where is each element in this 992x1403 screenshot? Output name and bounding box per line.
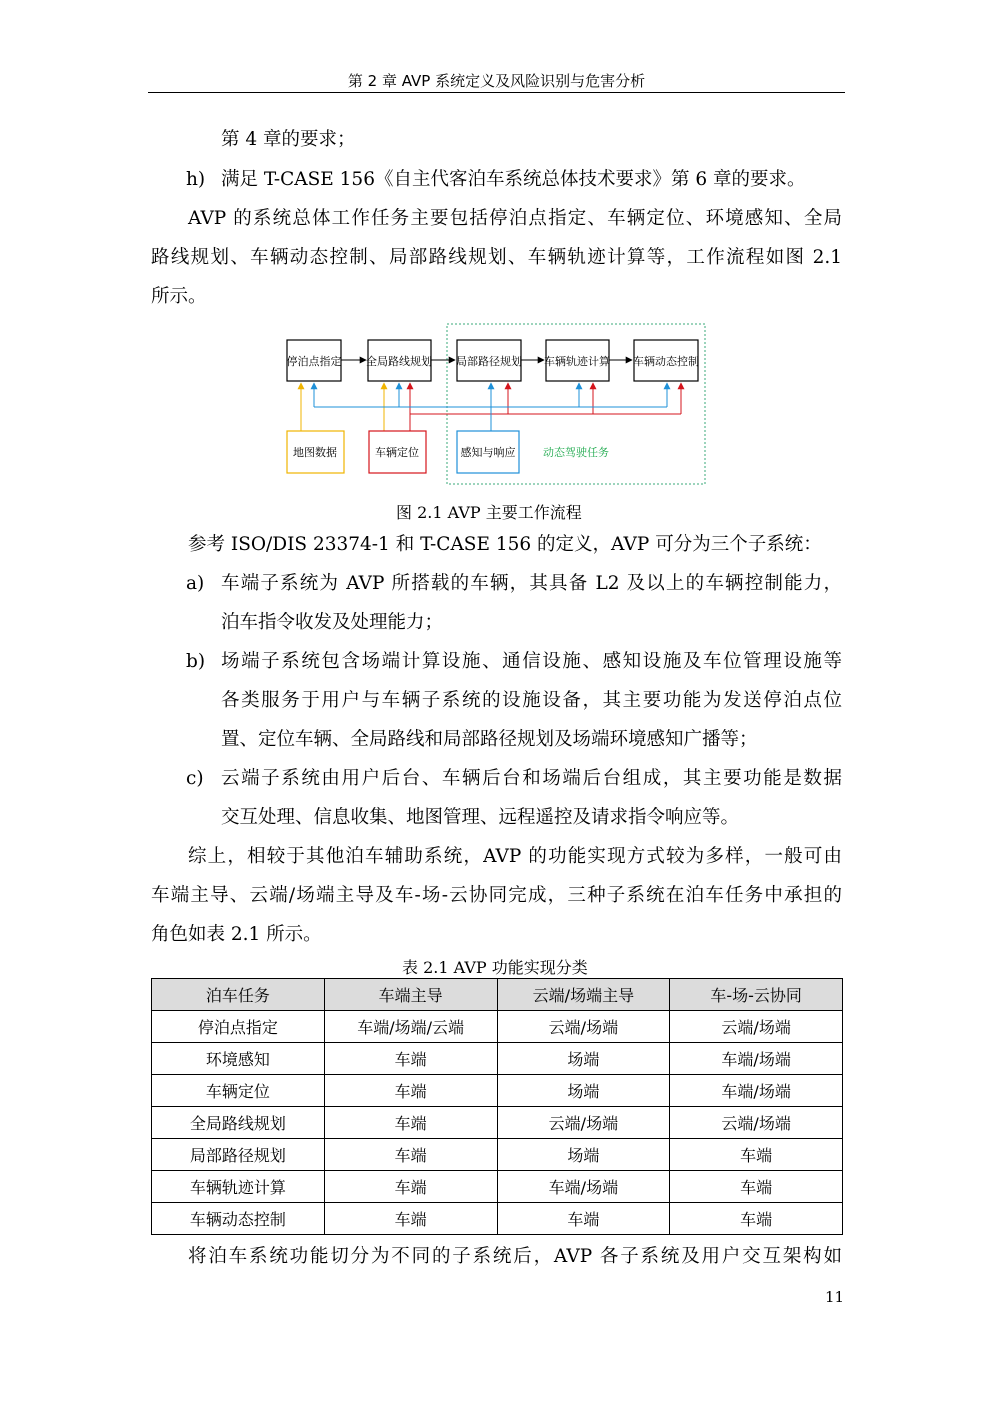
page-number: 11 [825,1288,845,1306]
para-continuation: 第 4 章的要求； [221,129,356,150]
table-cell: 车端/场端 [670,1075,843,1107]
table-cell: 全局路线规划 [152,1107,325,1139]
para-overview-line1: AVP 的系统总体工作任务主要包括停泊点指定、车辆定位、环境感知、全局 [188,208,842,229]
input-box-locate [369,431,426,473]
table-cell: 云端/场端 [497,1107,670,1139]
sensing-links [314,383,667,431]
process-box-4 [544,340,610,381]
table-cell: 云端/场端 [497,1011,670,1043]
table-header-cell: 云端/场端主导 [497,979,670,1011]
table-cell: 车辆定位 [152,1075,325,1107]
process-label-5: 车辆动态控制 [633,355,699,368]
table-cell: 车端/场端 [670,1043,843,1075]
running-header: 第 2 章 AVP 系统定义及风险识别与危害分析 [347,72,646,90]
table-caption: 表 2.1 AVP 功能实现分类 [402,958,588,977]
table-cell: 车端 [324,1043,497,1075]
table-cell: 车端 [324,1107,497,1139]
table-cell: 车辆动态控制 [152,1203,325,1235]
list-label-b: b) [186,651,206,672]
list-label-c: c) [186,768,204,789]
table-row [152,1107,843,1139]
process-box-1 [287,340,342,381]
table-cell: 停泊点指定 [152,1011,325,1043]
process-box-2 [366,340,432,381]
table-cell: 车端 [497,1203,670,1235]
para-subsystems-intro: 参考 ISO/DIS 23374-1 和 T-CASE 156 的定义，AVP 可分为三个子系统： [188,534,822,555]
table-cell: 车端 [324,1203,497,1235]
para-overview-line3: 所示。 [151,286,207,307]
table-cell: 车辆轨迹计算 [152,1171,325,1203]
input-box-map [287,431,344,473]
table-cell: 环境感知 [152,1043,325,1075]
input-label-sense: 感知与响应 [460,446,516,459]
table-cell: 车端 [324,1171,497,1203]
table-cell: 场端 [497,1075,670,1107]
list-label-h: h) [186,169,206,190]
table-cell: 场端 [497,1043,670,1075]
workflow-diagram [280,320,710,490]
input-label-map: 地图数据 [293,446,337,459]
table-header-cell: 车端主导 [324,979,497,1011]
process-box-3 [456,340,522,381]
process-label-4: 车辆轨迹计算 [544,355,610,368]
list-label-a: a) [186,573,205,594]
list-item-h: 满足 T-CASE 156《自主代客泊车系统总体技术要求》第 6 章的要求。 [221,169,806,190]
table-row [152,1075,843,1107]
figure-caption: 图 2.1 AVP 主要工作流程 [396,503,582,522]
list-item-b-line1: 场端子系统包含场端计算设施、通信设施、感知设施及车位管理设施等 [221,651,842,672]
table-cell: 车端 [670,1139,843,1171]
list-item-a-line1: 车端子系统为 AVP 所搭载的车辆，其具备 L2 及以上的车辆控制能力， [221,573,842,594]
input-box-sense [457,431,519,473]
table-cell: 云端/场端 [670,1107,843,1139]
table-cell: 车端 [324,1139,497,1171]
table-header-cell: 车-场-云协同 [670,979,843,1011]
process-box-5 [633,340,699,381]
para-summary-line1: 综上，相较于其他泊车辅助系统，AVP 的功能实现方式较为多样，一般可由 [188,846,842,867]
table-cell: 云端/场端 [670,1011,843,1043]
list-item-b-line2: 各类服务于用户与车辆子系统的设施设备，其主要功能为发送停泊点位 [221,690,842,711]
list-item-c-line2: 交互处理、信息收集、地图管理、远程遥控及请求指令响应等。 [221,807,740,828]
para-summary-line2: 车端主导、云端/场端主导及车-场-云协同完成，三种子系统在泊车任务中承担的 [151,885,842,906]
process-label-2: 全局路线规划 [366,355,432,368]
header-rule [148,92,845,93]
table-row [152,1203,843,1235]
table-cell: 车端 [670,1203,843,1235]
table-cell: 车端 [324,1075,497,1107]
table-row [152,1011,843,1043]
para-overview-line2: 路线规划、车辆动态控制、局部路线规划、车辆轨迹计算等，工作流程如图 2.1 [151,247,842,268]
para-summary-line3: 角色如表 2.1 所示。 [151,924,322,945]
table-header-cell: 泊车任务 [152,979,325,1011]
input-label-locate: 车辆定位 [375,446,419,459]
list-item-c-line1: 云端子系统由用户后台、车辆后台和场端后台组成，其主要功能是数据 [221,768,842,789]
dynamic-task-label: 动态驾驶任务 [543,446,609,459]
table-cell: 车端 [670,1171,843,1203]
list-item-a-line2: 泊车指令收发及处理能力； [221,612,444,633]
avp-function-table [151,978,843,1235]
table-header-row [152,979,843,1011]
table-cell: 车端/场端 [497,1171,670,1203]
table-row [152,1139,843,1171]
list-item-b-line3: 置、定位车辆、全局路线和局部路径规划及场端环境感知广播等； [221,729,758,750]
para-architecture-intro: 将泊车系统功能切分为不同的子系统后，AVP 各子系统及用户交互架构如 [188,1246,842,1267]
table-cell: 局部路径规划 [152,1139,325,1171]
process-label-3: 局部路径规划 [456,355,522,368]
table-row [152,1171,843,1203]
table-cell: 车端/场端/云端 [324,1011,497,1043]
table-row [152,1043,843,1075]
table-cell: 场端 [497,1139,670,1171]
process-label-1: 停泊点指定 [286,355,342,368]
